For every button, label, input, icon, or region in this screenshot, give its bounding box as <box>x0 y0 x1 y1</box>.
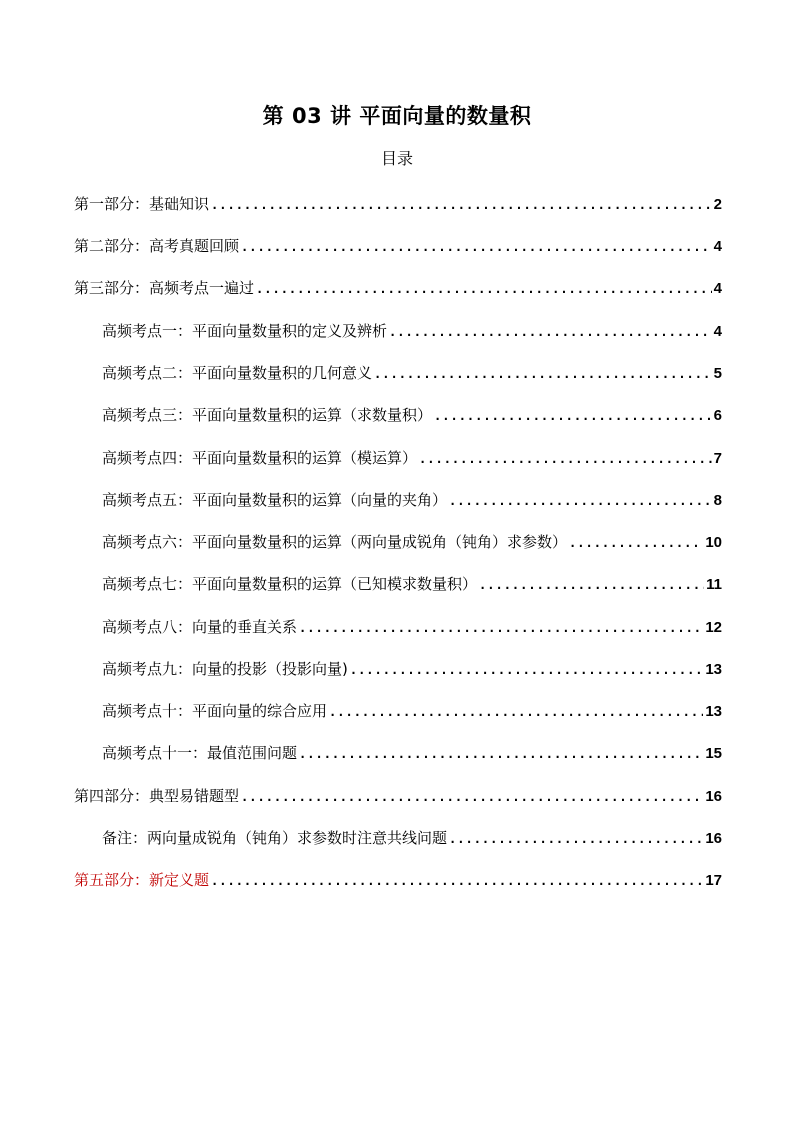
toc-entry-label: 第一部分：基础知识 <box>74 195 210 213</box>
toc-entry-label: 高频考点十：平面向量的综合应用 <box>102 702 328 720</box>
toc-page-number: 11 <box>706 576 722 593</box>
toc-page-number: 17 <box>705 872 722 889</box>
toc-dot-leader <box>241 782 703 812</box>
toc-entry-label: 高频考点八：向量的垂直关系 <box>102 618 298 636</box>
toc-page-number: 16 <box>705 830 722 847</box>
toc-entry-note[interactable] <box>102 823 722 853</box>
toc-entry-part-5[interactable] <box>74 865 722 895</box>
toc-dot-leader <box>299 613 703 643</box>
toc-dot-leader <box>350 655 703 685</box>
toc-dot-leader <box>449 824 703 854</box>
toc-page-number: 15 <box>705 745 722 762</box>
toc-page-number: 16 <box>705 788 722 805</box>
toc-page-number: 12 <box>705 619 722 636</box>
toc-entry-label: 第四部分：典型易错题型 <box>74 787 240 805</box>
toc-entry-label: 第三部分：高频考点一遍过 <box>74 279 255 297</box>
toc-entry-label: 高频考点五：平面向量数量积的运算（向量的夹角） <box>102 491 448 509</box>
toc-page-number: 13 <box>705 703 722 720</box>
toc-entry-part-1[interactable] <box>74 189 722 219</box>
toc-dot-leader <box>479 570 704 600</box>
toc-entry-label: 高频考点四：平面向量数量积的运算（模运算） <box>102 449 418 467</box>
toc-dot-leader <box>449 486 712 516</box>
toc-entry-label: 高频考点一：平面向量数量积的定义及辨析 <box>102 322 388 340</box>
toc-entry-topic-4[interactable] <box>102 443 722 473</box>
toc-dot-leader <box>374 359 712 389</box>
toc-page-number: 10 <box>705 534 722 551</box>
toc-dot-leader <box>419 444 712 474</box>
toc-entry-topic-2[interactable] <box>102 358 722 388</box>
toc-entry-topic-3[interactable] <box>102 400 722 430</box>
toc-entry-part-3[interactable] <box>74 273 722 303</box>
toc-dot-leader <box>241 232 712 262</box>
toc-entry-topic-7[interactable] <box>102 569 722 599</box>
toc-entry-label: 高频考点三：平面向量数量积的运算（求数量积） <box>102 406 433 424</box>
toc-entry-topic-11[interactable] <box>102 738 722 768</box>
toc-page-number: 7 <box>713 450 722 467</box>
toc-dot-leader <box>211 866 703 896</box>
toc-entry-label: 高频考点九：向量的投影（投影向量) <box>102 660 348 678</box>
toc-dot-leader <box>434 401 712 431</box>
toc-entry-label: 备注：两向量成锐角（钝角）求参数时注意共线问题 <box>102 829 448 847</box>
toc-dot-leader <box>256 274 712 304</box>
toc-page-number: 13 <box>705 661 722 678</box>
toc-page-number: 4 <box>713 280 722 297</box>
toc-entry-topic-6[interactable] <box>102 527 722 557</box>
toc-entry-label: 第五部分：新定义题 <box>74 871 210 889</box>
toc-page-number: 6 <box>713 407 722 424</box>
toc-entry-part-2[interactable] <box>74 231 722 261</box>
toc-entry-label: 高频考点七：平面向量数量积的运算（已知模求数量积） <box>102 575 478 593</box>
toc-dot-leader <box>389 317 712 347</box>
toc-heading: 目录 <box>380 149 413 168</box>
toc-entry-label: 第二部分：高考真题回顾 <box>74 237 240 255</box>
toc-page-number: 4 <box>713 323 722 340</box>
toc-entry-topic-9[interactable] <box>102 654 722 684</box>
toc-dot-leader <box>329 697 703 727</box>
toc-entry-topic-10[interactable] <box>102 696 722 726</box>
toc-page-number: 8 <box>713 492 722 509</box>
toc-entry-topic-1[interactable] <box>102 316 722 346</box>
toc-entry-topic-8[interactable] <box>102 612 722 642</box>
toc-entry-label: 高频考点六：平面向量数量积的运算（两向量成锐角（钝角）求参数） <box>102 533 568 551</box>
document-title: 第 03 讲 平面向量的数量积 <box>262 104 532 128</box>
toc-entry-part-4[interactable] <box>74 781 722 811</box>
toc-page-number: 4 <box>713 238 722 255</box>
toc-dot-leader <box>211 190 712 220</box>
toc-entry-topic-5[interactable] <box>102 485 722 515</box>
toc-dot-leader <box>299 739 703 769</box>
toc-dot-leader <box>569 528 703 558</box>
toc-entry-label: 高频考点二：平面向量数量积的几何意义 <box>102 364 373 382</box>
toc-page-number: 5 <box>713 365 722 382</box>
toc-entry-label: 高频考点十一：最值范围问题 <box>102 744 298 762</box>
toc-page-number: 2 <box>713 196 722 213</box>
